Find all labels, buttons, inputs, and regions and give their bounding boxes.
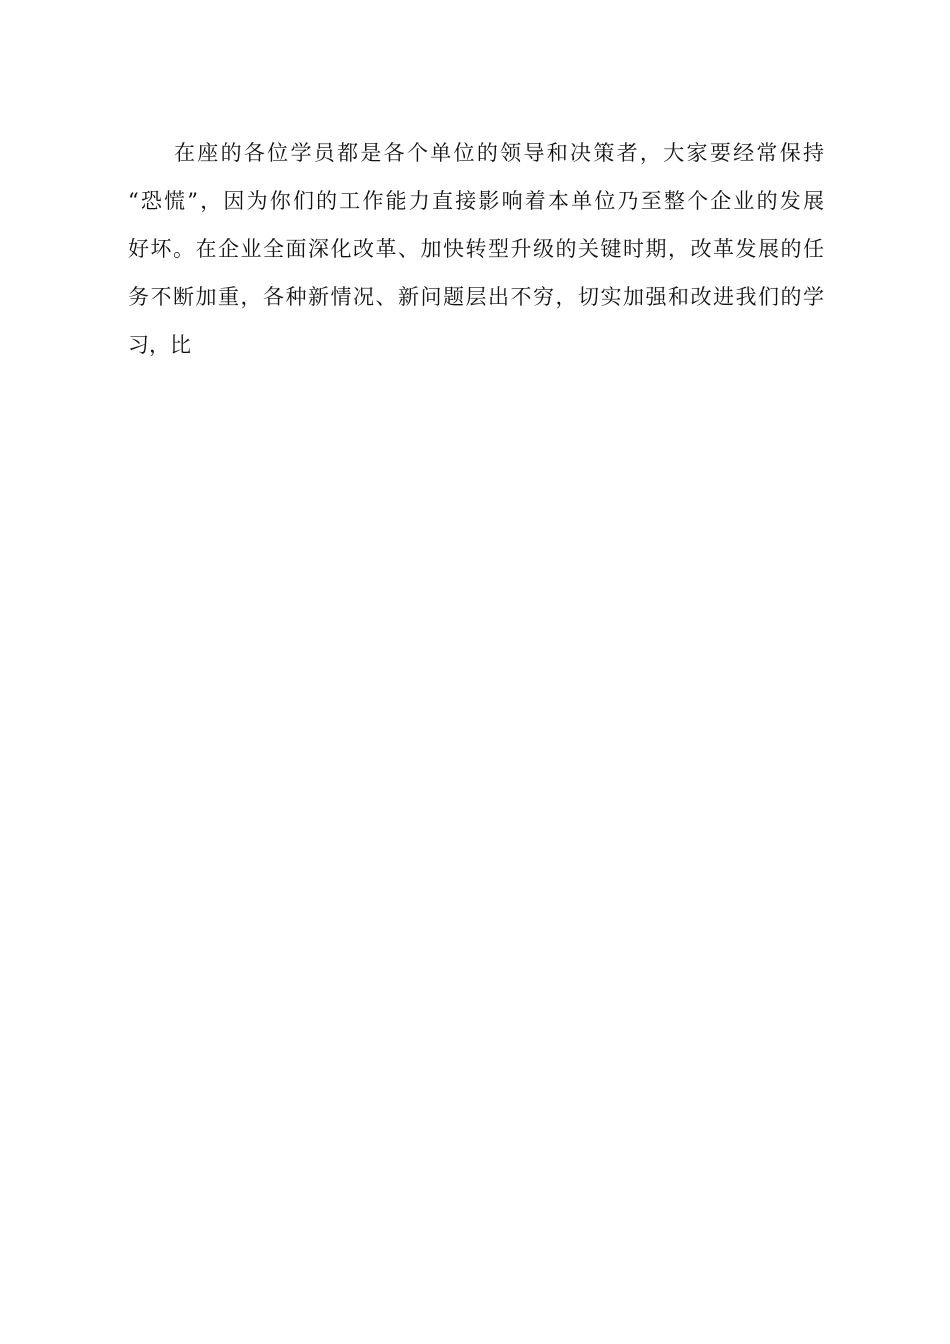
paragraph-line: 在座的各位学员都是各个单位的领导和决策者，大家要经常保持 (174, 141, 824, 165)
paragraph-line: 务不断加重，各种新情况、新问题层出不穷，切实加强和改进我们的学 (128, 285, 824, 309)
paragraph-line: 好坏。在企业全面深化改革、加快转型升级的关键时期，改革发展的任 (128, 237, 824, 261)
paragraph-line: 习，比 (128, 333, 191, 357)
body-paragraph (128, 132, 824, 372)
paragraph-line: “恐慌”，因为你们的工作能力直接影响着本单位乃至整个企业的发展 (128, 189, 824, 213)
